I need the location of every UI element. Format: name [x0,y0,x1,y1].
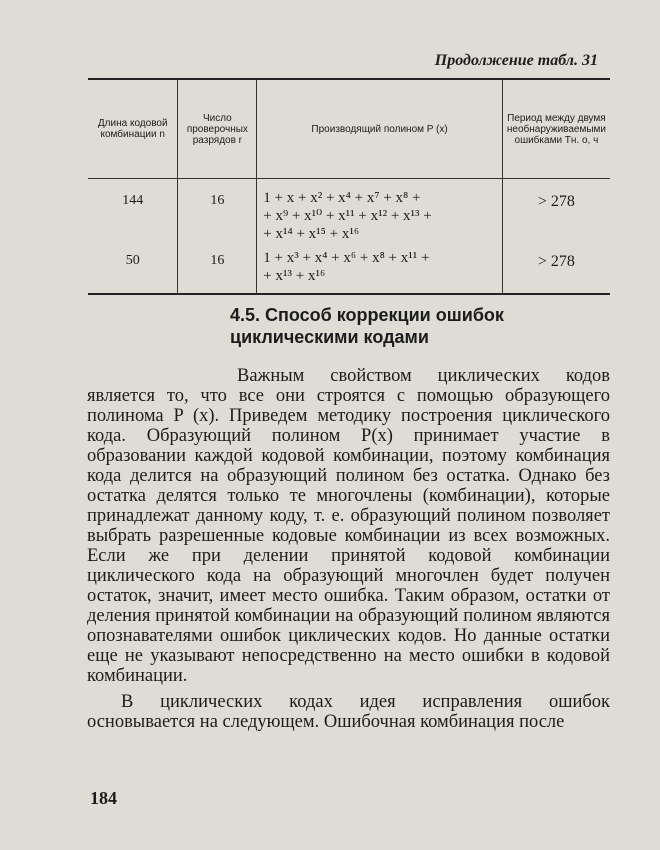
header-generator-polynomial: Производящий полином P (x) [257,79,503,179]
cell-period: > 278 [537,253,575,270]
polynomial-line: + x¹³ + x¹⁶ [263,268,326,284]
polynomial-line: 1 + x + x² + x⁴ + x⁷ + x⁸ + [263,190,421,206]
section-heading-line: 4.5. Способ коррекции ошибок [230,305,504,325]
cell-period: > 278 [537,193,575,210]
table-row [88,247,610,294]
section-heading [230,304,590,348]
polynomial-line: + x¹⁴ + x¹⁵ + x¹⁶ [263,226,360,242]
polynomial-line: 1 + x³ + x⁴ + x⁶ + x⁸ + x¹¹ + [263,250,430,266]
cell-check-bits: 16 [178,179,257,248]
header-check-bits: Число проверочных разрядов r [178,79,257,179]
cell-polynomial [257,247,503,294]
page-number: 184 [90,788,117,808]
body-text [87,366,610,732]
code-table [88,78,610,295]
section-heading-line: циклическими кодами [230,327,429,347]
cell-polynomial [257,179,503,248]
table-row [88,179,610,248]
paragraph: В циклических кодах идея исправления ошибок основывается на следующем. Ошибочная комбинация после [87,692,610,732]
polynomial-line: + x⁹ + x¹⁰ + x¹¹ + x¹² + x¹³ + [263,208,432,224]
paragraph: Важным свойством циклических кодов является то, что все они строятся с помощью образующего полинома P (x). Приведем методику построения циклического кода. Образующий полином P(x) принимает участие в образовании каждой кодовой комбинации, поэтому комбинация кода делится на образующий полином без остатка. Однако без остатка делятся только те многочлены (комбинации), которые принадлежат данному коду, т. е. образующий полином позволяет выбрать разрешенные кодовые комбинации из всех возможных. Если же при делении принятой кодовой комбинации циклического кода на образующий многочлен будет получен остаток, значит, имеет место ошибка. Таким образом, остатки от деления принятой комбинации на образующий полином являются опознавателями ошибок циклических кодов. Но данные остатки еще не указывают непосредственно на место ошибки в кодовой комбинации. [87,366,610,686]
cell-code-length: 50 [88,247,178,294]
header-code-length: Длина кодовой комбинации n [88,79,178,179]
table-header-row [88,79,610,179]
table-continuation-caption: Продолжение табл. 31 [434,52,598,69]
cell-check-bits: 16 [178,247,257,294]
header-error-period: Период между двумя необнаруживаемыми ошибками Tн. о, ч [502,79,610,179]
cell-code-length: 144 [88,179,178,248]
